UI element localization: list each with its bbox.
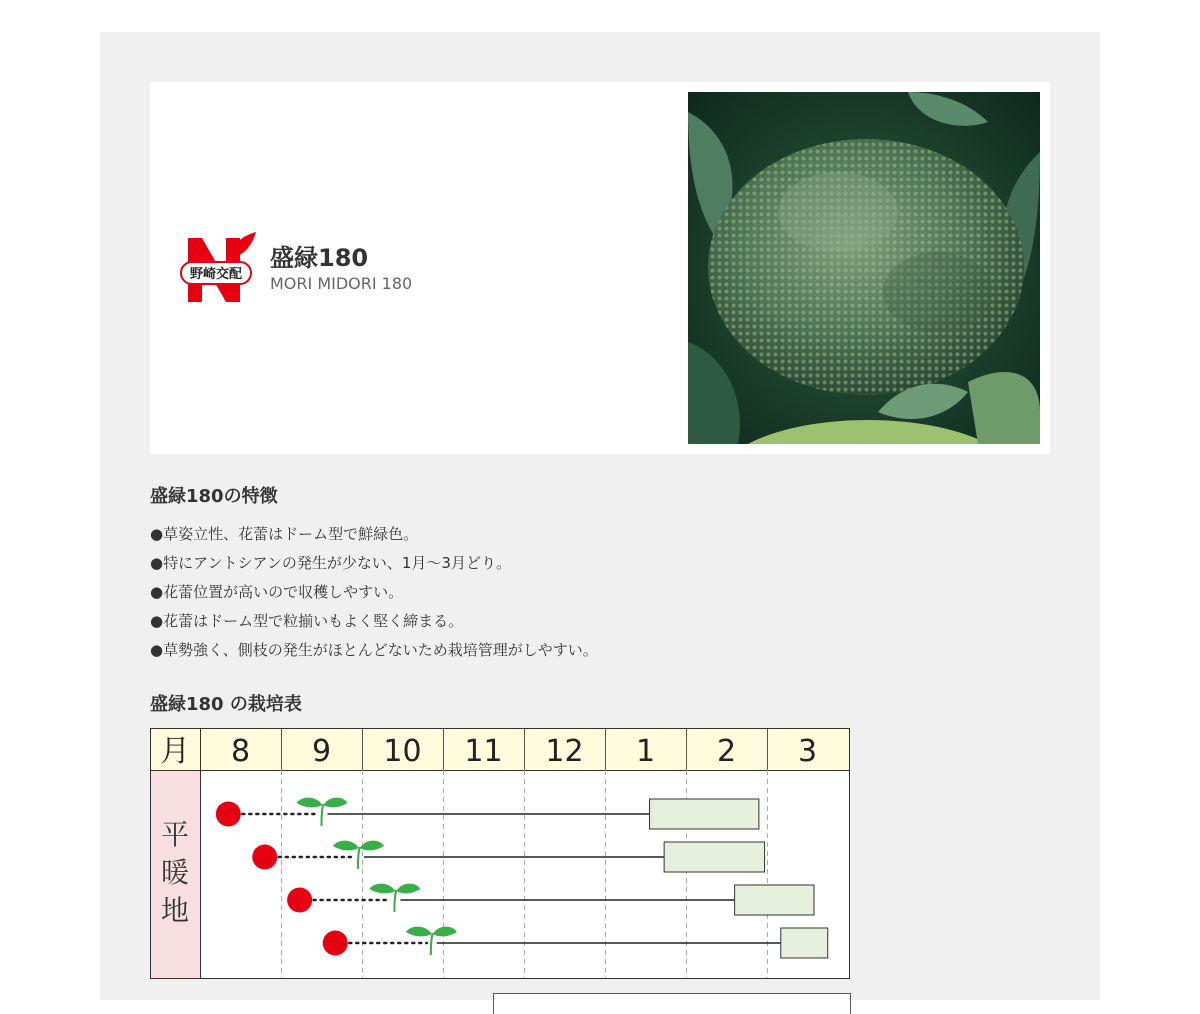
features-list: [150, 520, 598, 665]
feature-item: ●特にアントシアンの発生が少ない、1月〜3月どり。: [150, 554, 511, 572]
product-roman-name: MORI MIDORI 180: [270, 274, 413, 293]
corner-label: 月: [160, 734, 190, 769]
harvest-period-bar: [650, 799, 759, 829]
month-label: 8: [230, 734, 251, 769]
content-panel: [100, 32, 1100, 1000]
region-label-char: 地: [160, 894, 190, 927]
region-label-char: 暖: [160, 856, 190, 889]
product-name: 盛緑180: [270, 244, 369, 272]
harvest-period-bar: [664, 842, 764, 872]
month-label: 10: [383, 734, 422, 769]
product-header-card: [150, 82, 1050, 454]
harvest-period-bar: [781, 928, 828, 958]
feature-item: ●草勢強く、側枝の発生がほとんどないため栽培管理がしやすい。: [150, 641, 598, 659]
sowing-marker-icon: [287, 888, 312, 913]
schedule-title: 盛緑180 の栽培表: [150, 694, 302, 715]
nozaki-logo: [180, 230, 256, 306]
sowing-marker-icon: [216, 802, 241, 827]
broccoli-photo: [688, 92, 1040, 444]
month-label: 11: [464, 734, 503, 769]
month-label: 3: [797, 734, 818, 769]
region-label-char: 平: [160, 818, 190, 851]
sowing-marker-icon: [252, 845, 277, 870]
feature-item: ●草姿立性、花蕾はドーム型で鮮緑色。: [150, 525, 419, 543]
feature-item: ●花蕾位置が高いので収穫しやすい。: [150, 583, 404, 601]
month-label: 12: [545, 734, 584, 769]
month-label: 9: [311, 734, 332, 769]
cultivation-schedule-chart: [150, 728, 850, 980]
harvest-period-bar: [735, 885, 814, 915]
logo-text: 野崎交配: [189, 267, 243, 282]
features-title: 盛緑180の特徴: [150, 486, 278, 507]
next-table-edge: [493, 993, 851, 1014]
month-label: 1: [635, 734, 656, 769]
sowing-marker-icon: [323, 931, 348, 956]
feature-item: ●花蕾はドーム型で粒揃いもよく堅く締まる。: [150, 612, 464, 630]
month-label: 2: [716, 734, 737, 769]
